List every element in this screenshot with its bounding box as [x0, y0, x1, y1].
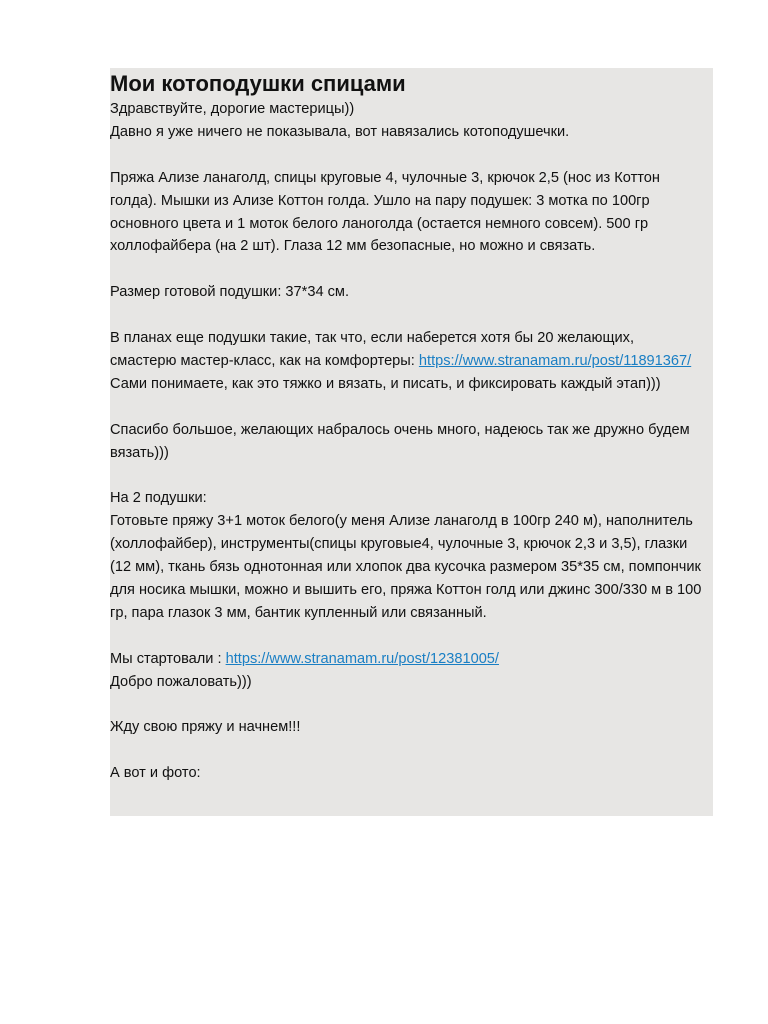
waiting-line: Жду свою пряжу и начнем!!!: [110, 719, 301, 736]
thanks-line: вязать))): [110, 444, 169, 461]
paragraph-gap: [110, 258, 713, 281]
comforter-post-link[interactable]: https://www.stranamam.ru/post/11891367/: [418, 352, 692, 369]
pillows-line: гр, пара глазок 3 мм, бантик купленный или связанный.: [110, 604, 487, 621]
paragraph-gap: [110, 739, 713, 762]
paragraph-gap: [110, 693, 713, 716]
materials-line: голда). Мышки из Ализе Коттон голда. Ушло на пару подушек: 3 мотка по 100гр: [110, 192, 650, 209]
paragraph-gap: [110, 304, 713, 327]
plans-text: смастерю мастер-класс, как на комфортеры:: [110, 352, 419, 369]
post-content: [110, 68, 713, 816]
size-line: Размер готовой подушки: 37*34 см.: [110, 284, 350, 301]
materials-line: основного цвета и 1 моток белого ланоголда (остается немного совсем). 500 гр: [110, 215, 649, 232]
post-title: Мои котоподушки спицами: [110, 71, 406, 96]
greeting-line: Здравствуйте, дорогие мастерицы)): [110, 101, 355, 117]
materials-line: Пряжа Ализе ланаголд, спицы круговые 4, чулочные 3, крючок 2,5 (нос из Коттон: [110, 169, 660, 186]
plans-line: Сами понимаете, как это тяжко и вязать, и писать, и фиксировать каждый этап))): [110, 375, 661, 392]
pillows-line: (холлофайбер), инструменты(спицы круговые4, чулочные 3, крючок 2,3 и 3,5), глазки: [110, 536, 688, 553]
paragraph-gap: [110, 396, 713, 419]
pillows-line: для носика мышки, можно и вышить его, пряжа Коттон голд или джинс 300/330 м в 100: [110, 581, 702, 598]
plans-line-with-link: [110, 350, 713, 373]
intro-line: Давно я уже ничего не показывала, вот навязались котоподушечки.: [110, 123, 570, 140]
paragraph-gap: [110, 464, 713, 487]
start-text: Мы стартовали :: [110, 650, 226, 667]
thanks-line: Спасибо большое, желающих набралось очень много, надеюсь так же дружно будем: [110, 421, 690, 438]
welcome-line: Добро пожаловать))): [110, 673, 252, 690]
start-post-link[interactable]: https://www.stranamam.ru/post/12381005/: [225, 650, 499, 667]
paragraph-gap: [110, 625, 713, 648]
photo-line: А вот и фото:: [110, 765, 201, 782]
materials-line: холлофайбера (на 2 шт). Глаза 12 мм безопасные, но можно и связать.: [110, 238, 596, 255]
pillows-line: (12 мм), ткань бязь однотонная или хлопок два кусочка размером 35*35 см, помпончик: [110, 559, 701, 576]
start-line: [110, 648, 713, 671]
plans-line: В планах еще подушки такие, так что, если наберется хотя бы 20 желающих,: [110, 330, 634, 347]
pillows-heading: На 2 подушки:: [110, 490, 207, 507]
pillows-line: Готовьте пряжу 3+1 моток белого(у меня Ализе ланаголд в 100гр 240 м), наполнитель: [110, 513, 693, 530]
paragraph-gap: [110, 144, 713, 167]
